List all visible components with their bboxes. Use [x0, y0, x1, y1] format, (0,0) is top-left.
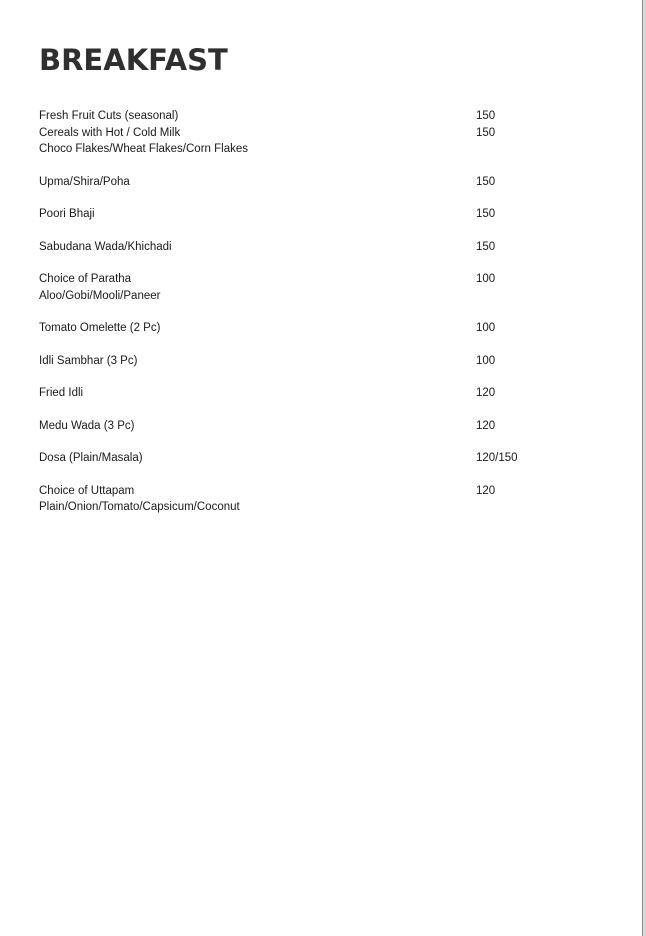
menu-item-name: Cereals with Hot / Cold Milk	[39, 126, 181, 139]
menu-item-price: 150	[476, 110, 496, 122]
menu-item-price: 150	[476, 175, 496, 188]
menu-item-fruit-cuts	[39, 108, 559, 125]
menu-item-name: Poori Bhaji	[39, 208, 95, 220]
page-edge	[642, 0, 643, 936]
menu-item-name: Choice of Paratha	[39, 273, 132, 285]
menu-item-poori-bhaji	[39, 206, 559, 223]
menu-item-name: Upma/Shira/Poha	[39, 175, 130, 188]
menu-item-name: Fresh Fruit Cuts (seasonal)	[39, 110, 179, 122]
menu-item-price: 100	[476, 354, 496, 367]
menu-item-price: 120/150	[476, 452, 518, 464]
menu-item-description: Plain/Onion/Tomato/Capsicum/Coconut	[39, 501, 240, 513]
menu-item-cereals	[39, 125, 559, 158]
menu-item-description: Aloo/Gobi/Mooli/Paneer	[39, 289, 161, 302]
menu-item-medu-wada	[39, 418, 559, 435]
menu-item-description: Choco Flakes/Wheat Flakes/Corn Flakes	[39, 143, 248, 155]
menu-item-name: Fried Idli	[39, 387, 84, 399]
menu-item-paratha	[39, 271, 559, 304]
menu-item-price: 150	[476, 208, 496, 220]
menu-item-name: Idli Sambhar (3 Pc)	[39, 354, 138, 367]
menu-item-name: Tomato Omelette (2 Pc)	[39, 322, 161, 334]
menu-item-fried-idli	[39, 385, 559, 402]
menu-item-name: Sabudana Wada/Khichadi	[39, 240, 172, 253]
menu-item-name: Medu Wada (3 Pc)	[39, 419, 135, 432]
menu-item-price: 120	[476, 484, 496, 497]
page-title: BREAKFAST	[39, 43, 228, 77]
menu-item-price: 150	[476, 126, 496, 139]
menu-item-uttapam	[39, 483, 559, 516]
menu-list	[39, 108, 559, 516]
menu-item-name: Dosa (Plain/Masala)	[39, 452, 143, 464]
menu-item-price: 100	[476, 273, 496, 285]
menu-item-tomato-omelette	[39, 320, 559, 337]
menu-item-price: 100	[476, 322, 496, 334]
menu-item-name: Choice of Uttapam	[39, 484, 135, 497]
menu-item-price: 120	[476, 419, 496, 432]
menu-item-dosa	[39, 450, 559, 467]
menu-item-upma	[39, 174, 559, 191]
menu-item-price: 150	[476, 240, 496, 253]
menu-item-price: 120	[476, 387, 496, 399]
menu-item-idli-sambhar	[39, 353, 559, 370]
menu-item-sabudana	[39, 239, 559, 256]
